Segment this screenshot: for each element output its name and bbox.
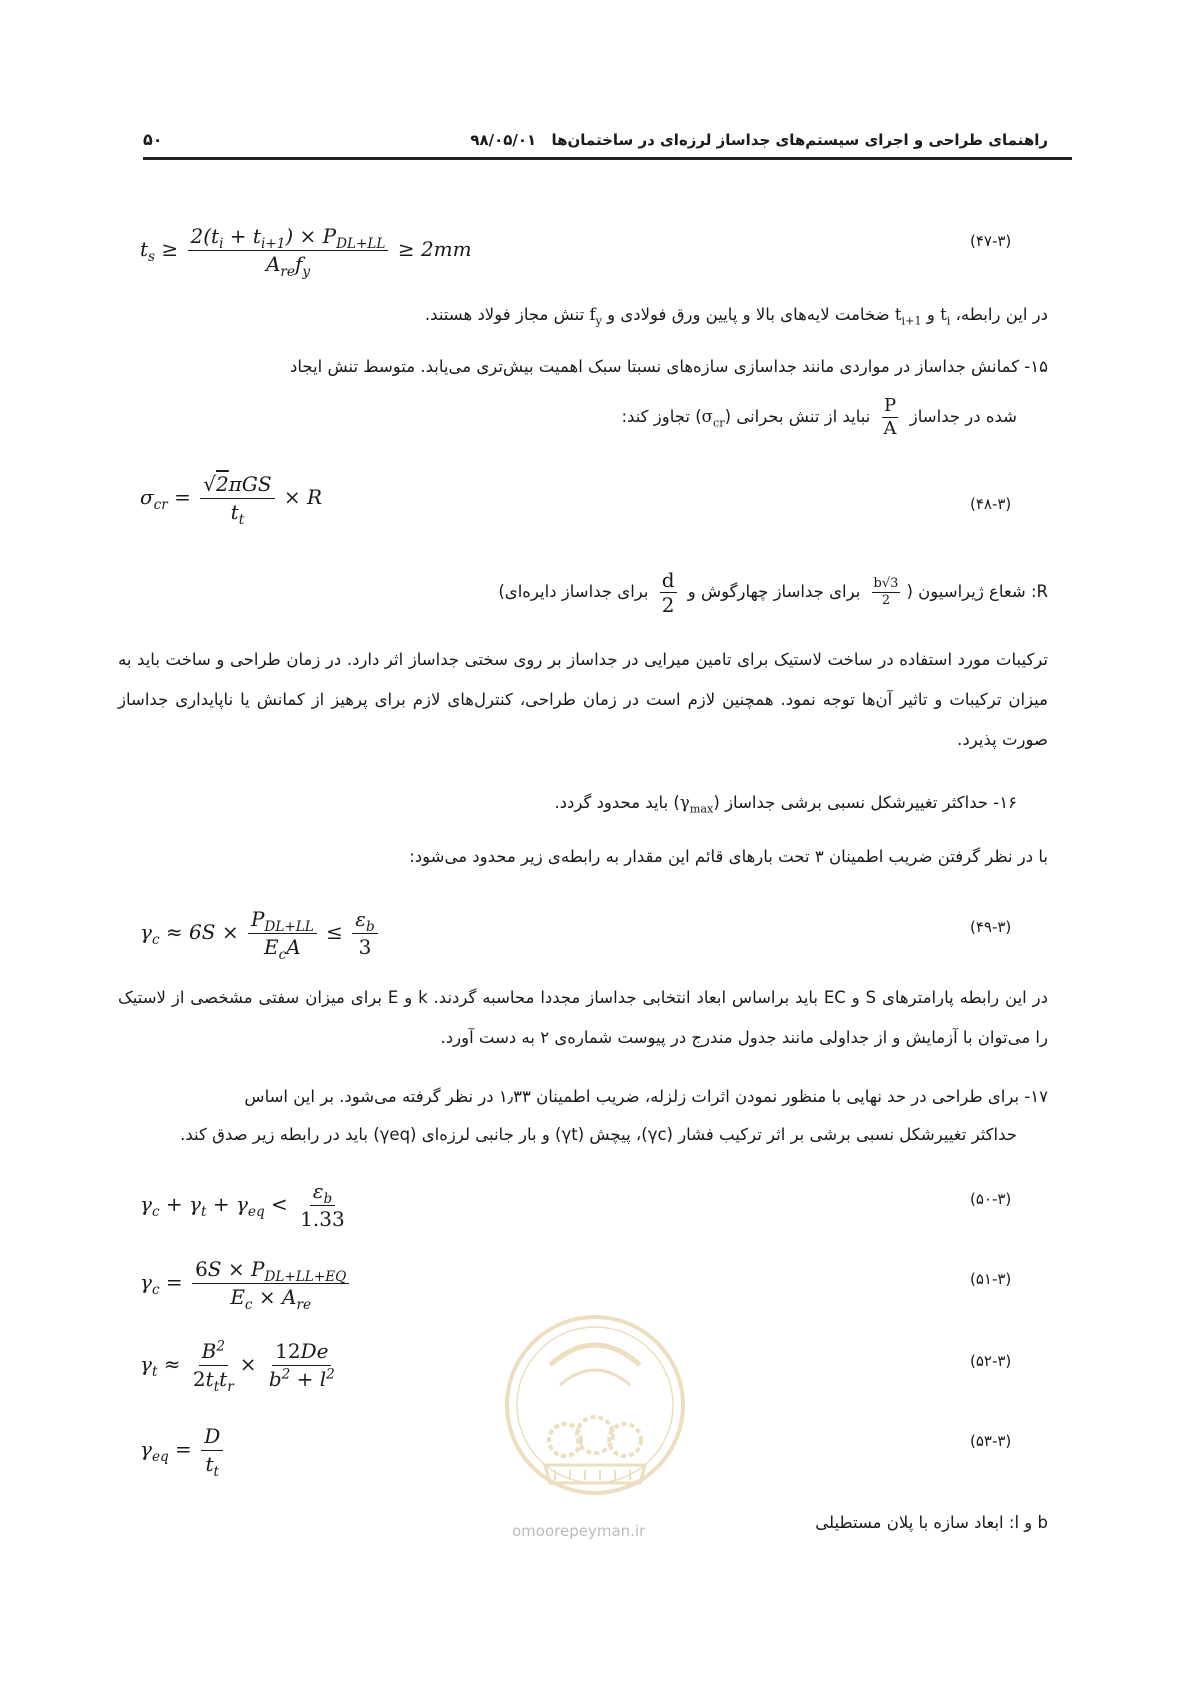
equation-number-50: (۵۰-۳) — [970, 1190, 1012, 1208]
watermark-logo — [500, 1305, 690, 1515]
equation-49: $\gamma_c \approx 6S$ × $\frac{P_{DL+LL}}{E_cA}$ ≤ $\frac{\varepsilon_b}{3}$ — [140, 908, 381, 959]
paragraph-buckling-line2: شده در جداساز $\frac{P}{A}$ نباید از تنش بحرانی $(\sigma_{cr})$ تجاوز کند: — [621, 395, 1017, 439]
equation-number-52: (۵۲-۳) — [970, 1352, 1012, 1370]
paragraph-max-shear-strain: ۱۶- حداکثر تغییرشکل نسبی برشی جداساز $(\gamma_{max})$ باید محدود گردد. — [554, 793, 1017, 816]
paragraph-ti-definition: در این رابطه، $t_i$ و $t_{i+1}$ ضخامت لایه‌های بالا و پایین ورق فولادی و $f_y$ تنش مجاز فولاد هستند. — [424, 305, 1048, 328]
equation-number-48: (۴۸-۳) — [970, 495, 1012, 513]
equation-number-51: (۵۱-۳) — [970, 1270, 1012, 1288]
equation-50: $\gamma_c + \gamma_t + \gamma_{eq}$ < $\frac{\varepsilon_b}{1.33}$ — [140, 1179, 345, 1231]
paragraph-ultimate-design-line1: ۱۷- برای طراحی در حد نهایی با منظور نمودن اثرات زلزله، ضریب اطمینان ۱٫۳۳ در نظر گرفته می‌شود. بر این اساس — [244, 1087, 1048, 1106]
equation-52: $\gamma_t$ ≈ $\frac{B^2}{2t_tt_r}$ × $\frac{12De}{b^2 + l^2}$ — [140, 1338, 335, 1395]
radius-of-gyration-definition: R: شعاع ژیراسیون ( $\frac{b√3}{2}$ برای جداساز چهارگوش و $\frac{d}{2}$ برای جداساز دایره‌ای) — [498, 568, 1048, 617]
paragraph-b-l-definition: b و l: ابعاد سازه با پلان مستطیلی — [815, 1513, 1048, 1532]
header-date: ۹۸/۰۵/۰۱ — [470, 131, 537, 149]
equation-number-49: (۴۹-۳) — [970, 918, 1012, 936]
equation-53: $\gamma_{eq}$ = $\frac{D}{t_t}$ — [140, 1425, 226, 1476]
paragraph-buckling-line1: ۱۵- کمانش جداساز در مواردی مانند جداسازی سازه‌های نسبتا سبک اهمیت بیش‌تری می‌یابد. متوسط تنش ایجاد — [290, 357, 1048, 376]
equation-51: $\gamma_c$ = $\frac{6S \times P_{DL+LL+EQ}}{E_c \times A_{re}}$ — [140, 1258, 352, 1309]
equation-48: $\sigma_{cr}$ = $\frac{\text{√2πGS}}{t_t}$ × R — [140, 472, 323, 528]
watermark-url: omoorepeyman.ir — [512, 1522, 646, 1540]
header-title-text: راهنمای طراحی و اجرای سیستم‌های جداساز لرزه‌ای در ساختمان‌ها — [551, 131, 1048, 149]
header-title — [470, 131, 1048, 149]
paragraph-rubber-compounds: ترکیبات مورد استفاده در ساخت لاستیک برای تامین میرایی در جداساز بر روی سختی جداساز اثر دارد. در زمان طراحی و ساخت باید به میزان ترکیبات و تاثیر آن‌ها توجه نمود. همچنین لازم است در زمان طراحی، کنترل‌های لازم برای پرهیز از کمانش یا ناپایداری جداساز صورت پذیرد. — [118, 650, 1048, 749]
page-number: ۵۰ — [143, 130, 163, 149]
paragraph-parameters-recalc: در این رابطه پارامترهای S و EC باید براساس ابعاد انتخابی جداساز مجددا محاسبه گردند. k و E برای میزان سفتی مشخصی از لاستیک را می‌توان با آزمایش و از جداولی مانند جدول مندرج در پیوست شماره‌ی ۲ به دست آورد. — [118, 988, 1048, 1047]
paragraph-safety-factor: با در نظر گرفتن ضریب اطمینان ۳ تحت بارهای قائم این مقدار به رابطه‌ی زیر محدود می‌شود: — [409, 847, 1048, 866]
equation-number-47: (۴۷-۳) — [970, 232, 1012, 250]
equation-number-53: (۵۳-۳) — [970, 1432, 1012, 1450]
header-divider — [143, 157, 1072, 160]
equation-47: $t_s$ ≥ $\frac{2(t_i + t_{i+1}) \times P_{DL+LL}}{A_{re}f_y}$ ≥ 2mm — [140, 224, 472, 280]
paragraph-ultimate-design-line2: حداکثر تغییرشکل نسبی برشی بر اثر ترکیب فشار (γc)، پیچش (γt) و بار جانبی لرزه‌ای (γeq) باید در رابطه زیر صدق کند. — [180, 1125, 1017, 1144]
